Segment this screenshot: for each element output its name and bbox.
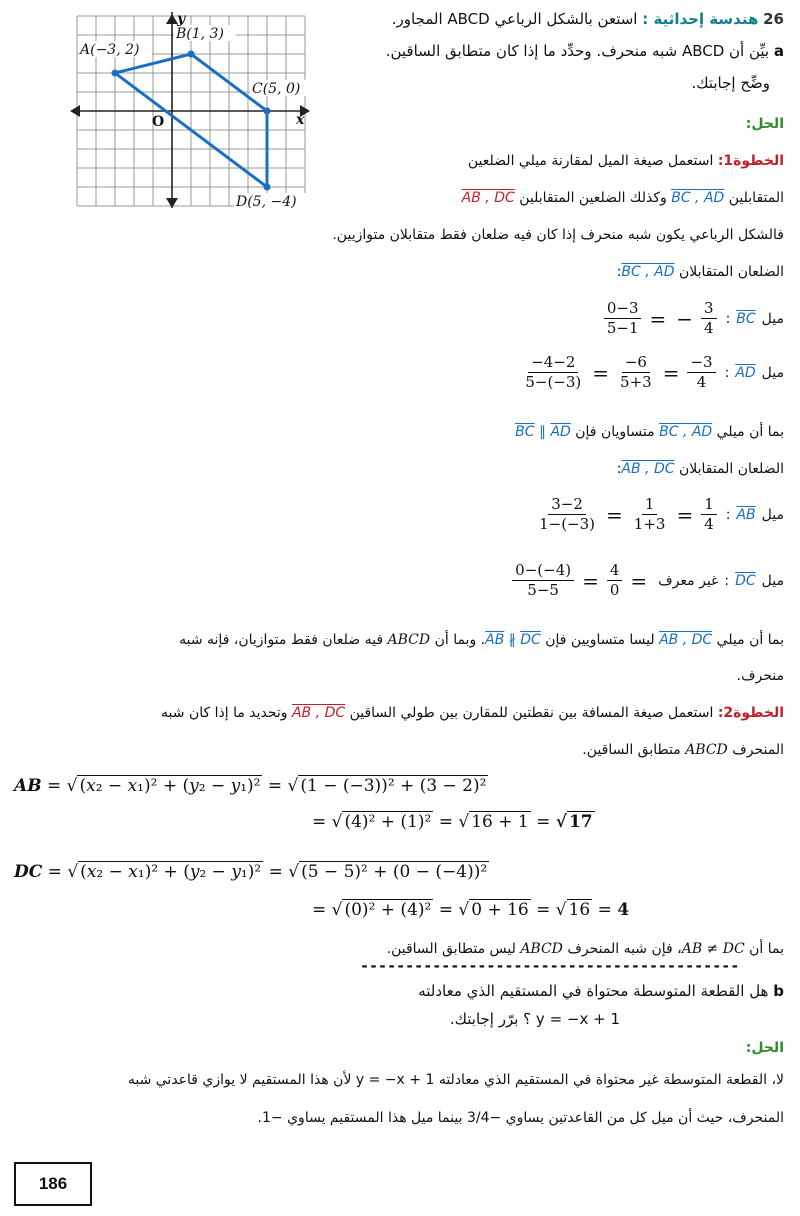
ab-mid-num: 1: [642, 496, 658, 515]
bc-num: 0−3: [604, 300, 642, 319]
problem-topic: هندسة إحداثية :: [642, 10, 759, 28]
dc-distance-line1: DC = √ (x₂ − x₁)² + (y₂ − y₁)² = √ (5 − 5)² + (0 − (−4))²: [14, 862, 488, 882]
slope-word: ميل: [761, 572, 784, 589]
slope-ab-formula: $\frac{3-2}{1-(-3)}$ = $\frac{1}{1+3}$ = $\frac{1}{4}$: [533, 496, 720, 534]
solution-b-line1: لا، القطعة المتوسطة غير محتواة في المستقيم الذي معادلته y = −x + 1 لأن هذا المستقيم لا يوازي قاعدتي شبه: [127, 1072, 784, 1088]
dc-num: 0−(−4): [512, 562, 574, 581]
slope-word: ميل: [761, 364, 784, 381]
separator: ------------------------------------------: [360, 957, 740, 975]
part-a-text-1: بيِّن أن ABCD شبه منحرف. وحدِّد ما إذا كان متطابق الساقين.: [385, 42, 770, 60]
slope-ab-row: ميل AB : $\frac{3-2}{1-(-3)}$ = $\frac{1}{1+3}$ = $\frac{1}{4}$: [533, 496, 784, 534]
part-a-question-line2: وضِّح إجابتك.: [691, 74, 770, 92]
y-axis-label: y: [177, 11, 186, 27]
step1-text: استعمل صيغة الميل لمقارنة ميلي الضلعين: [467, 153, 714, 169]
step1-line2: [462, 190, 784, 206]
step1-line2-pre: المتقابلين: [728, 190, 784, 206]
label-b: B(1, 3): [176, 26, 224, 42]
ab-distance-line1: AB = √ (x₂ − x₁)² + (y₂ − y₁)² = √ (1 − (−3))² + (3 − 2)²: [14, 776, 487, 796]
ab-res-den: 4: [704, 515, 714, 534]
point-d: [264, 184, 271, 191]
page-number: 186: [14, 1162, 92, 1206]
dc-mid-den: 0: [609, 581, 620, 600]
slope-ad-formula: $\frac{-4-2}{5-(-3)}$ = $\frac{-6}{5+3}$ = $\frac{-3}{4}$: [519, 354, 718, 392]
conclusion1-line1: بما أن ميلي AB , DC ليسا متساويين فإن AB ∦ DC. وبما أن ABCD فيه ضلعان فقط متوازيان، فإنه شبه: [179, 632, 784, 648]
x-axis-label: x: [296, 112, 305, 128]
label-c: C(5, 0): [252, 81, 301, 97]
ad-mid-num: −6: [622, 354, 650, 373]
step1-line1: [468, 153, 784, 169]
ab-den: 1−(−3): [539, 515, 596, 534]
slope-bc-formula: $\frac{0-3}{5-1}$ = − $\frac{3}{4}$: [601, 300, 720, 338]
ab-mid-den: 1+3: [633, 515, 666, 534]
part-b-label: b: [773, 982, 784, 1000]
undefined-word: غير معرف: [658, 572, 719, 589]
solution-a-heading: الحل:: [745, 116, 784, 132]
slope-dc-row: ميل DC : غير معرف $\frac{0-(-4)}{5-5}$ = $\frac{4}{0}$ =: [509, 562, 784, 600]
step1-label: الخطوة1:: [717, 153, 784, 169]
conclusion1-line2: منحرف.: [736, 668, 784, 684]
trapezoid-definition: فالشكل الرباعي يكون شبه منحرف إذا كان فيه ضلعان فقط متقابلان متوازيين.: [332, 227, 784, 243]
bc-den: 5−1: [606, 319, 639, 338]
point-c: [264, 108, 271, 115]
ad-num: −4−2: [528, 354, 578, 373]
step1-pair1: BC , AD: [671, 190, 725, 206]
part-b-question-line1: [418, 982, 784, 1000]
ab-num: 3−2: [548, 496, 586, 515]
solution-b-heading: الحل:: [745, 1040, 784, 1056]
pair2-value: AB , DC: [621, 461, 675, 477]
step2-line1: الخطوة2: استعمل صيغة المسافة بين نقطتين للمقارن بين طولي الساقين AB , DC وتحديد ما إذا كان شبه: [161, 705, 784, 721]
conclusion2: بما أن AB ≠ DC، فإن شبه المنحرف ABCD ليس متطابق الساقين.: [386, 941, 784, 957]
step2-label: الخطوة2:: [717, 705, 784, 721]
problem-number: 26: [763, 10, 784, 28]
ad-den: 5−(−3): [525, 373, 582, 392]
origin-label: O: [152, 114, 165, 130]
problem-header: [392, 10, 784, 28]
part-a-label: a: [773, 42, 784, 60]
slope-bc-row: ميل BC : $\frac{0-3}{5-1}$ = − $\frac{3}{4}$: [601, 300, 784, 338]
slope-dc-formula: $\frac{0-(-4)}{5-5}$ = $\frac{4}{0}$ =: [509, 562, 652, 600]
seg-ad: AD: [735, 364, 756, 381]
pair1-label: الضلعان المتقابلان: [678, 264, 784, 280]
ad-res-den: 4: [696, 373, 707, 392]
pair2-label: الضلعان المتقابلان: [678, 461, 784, 477]
ad-mid-den: 5+3: [620, 373, 652, 392]
label-a: A(−3, 2): [80, 42, 140, 58]
step1-line2-mid: وكذلك الضلعين المتقابلين: [519, 190, 667, 206]
slope-ad-row: ميل AD : $\frac{-4-2}{5-(-3)}$ = $\frac{-6}{5+3}$ = $\frac{-3}{4}$: [519, 354, 784, 392]
pair1-heading: الضلعان المتقابلان BC , AD:: [616, 264, 784, 280]
solution-b-line2: المنحرف، حيث أن ميل كل من القاعدتين يساوي −3/4 بينما ميل هذا المستقيم يساوي −1.: [257, 1110, 784, 1126]
ab-res-num: 1: [701, 496, 717, 515]
part-a-question-line1: [386, 42, 784, 60]
step2-line2: المنحرف ABCD متطابق الساقين.: [582, 742, 784, 758]
problem-stem: استعن بالشكل الرباعي ABCD المجاور.: [391, 10, 638, 28]
seg-ab: AB: [736, 506, 756, 523]
dc-den: 5−5: [527, 581, 559, 600]
pair1-value: BC , AD: [621, 264, 675, 280]
seg-bc: BC: [736, 310, 756, 327]
point-a: [112, 70, 119, 77]
ad-res-num: −3: [687, 354, 715, 373]
dc-mid-num: 4: [607, 562, 623, 581]
ab-distance-line2: = √ (4)² + (1)² = √ 16 + 1 = √ 17: [312, 812, 593, 832]
x-axis-arrow-left: [70, 105, 80, 117]
seg-dc: DC: [735, 572, 756, 589]
parallel-bc-ad: بما أن ميلي BC , AD متساويان فإن BC ∥ AD: [515, 424, 784, 440]
dc-distance-line2: = √ (0)² + (4)² = √ 0 + 16 = √ 16 = 4: [312, 900, 630, 920]
slope-word: ميل: [761, 506, 784, 523]
step1-pair2: AB , DC: [461, 190, 515, 206]
label-d: D(5, −4): [236, 194, 297, 210]
part-b-question-line2: y = −x + 1 ؟ برّر إجابتك.: [449, 1010, 620, 1028]
part-b-text-1: هل القطعة المتوسطة محتواة في المستقيم الذي معادلته: [418, 982, 769, 1000]
pair2-heading: الضلعان المتقابلان AB , DC:: [616, 461, 784, 477]
point-b: [188, 51, 195, 58]
slope-word: ميل: [761, 310, 784, 327]
coordinate-graph: [70, 10, 310, 210]
